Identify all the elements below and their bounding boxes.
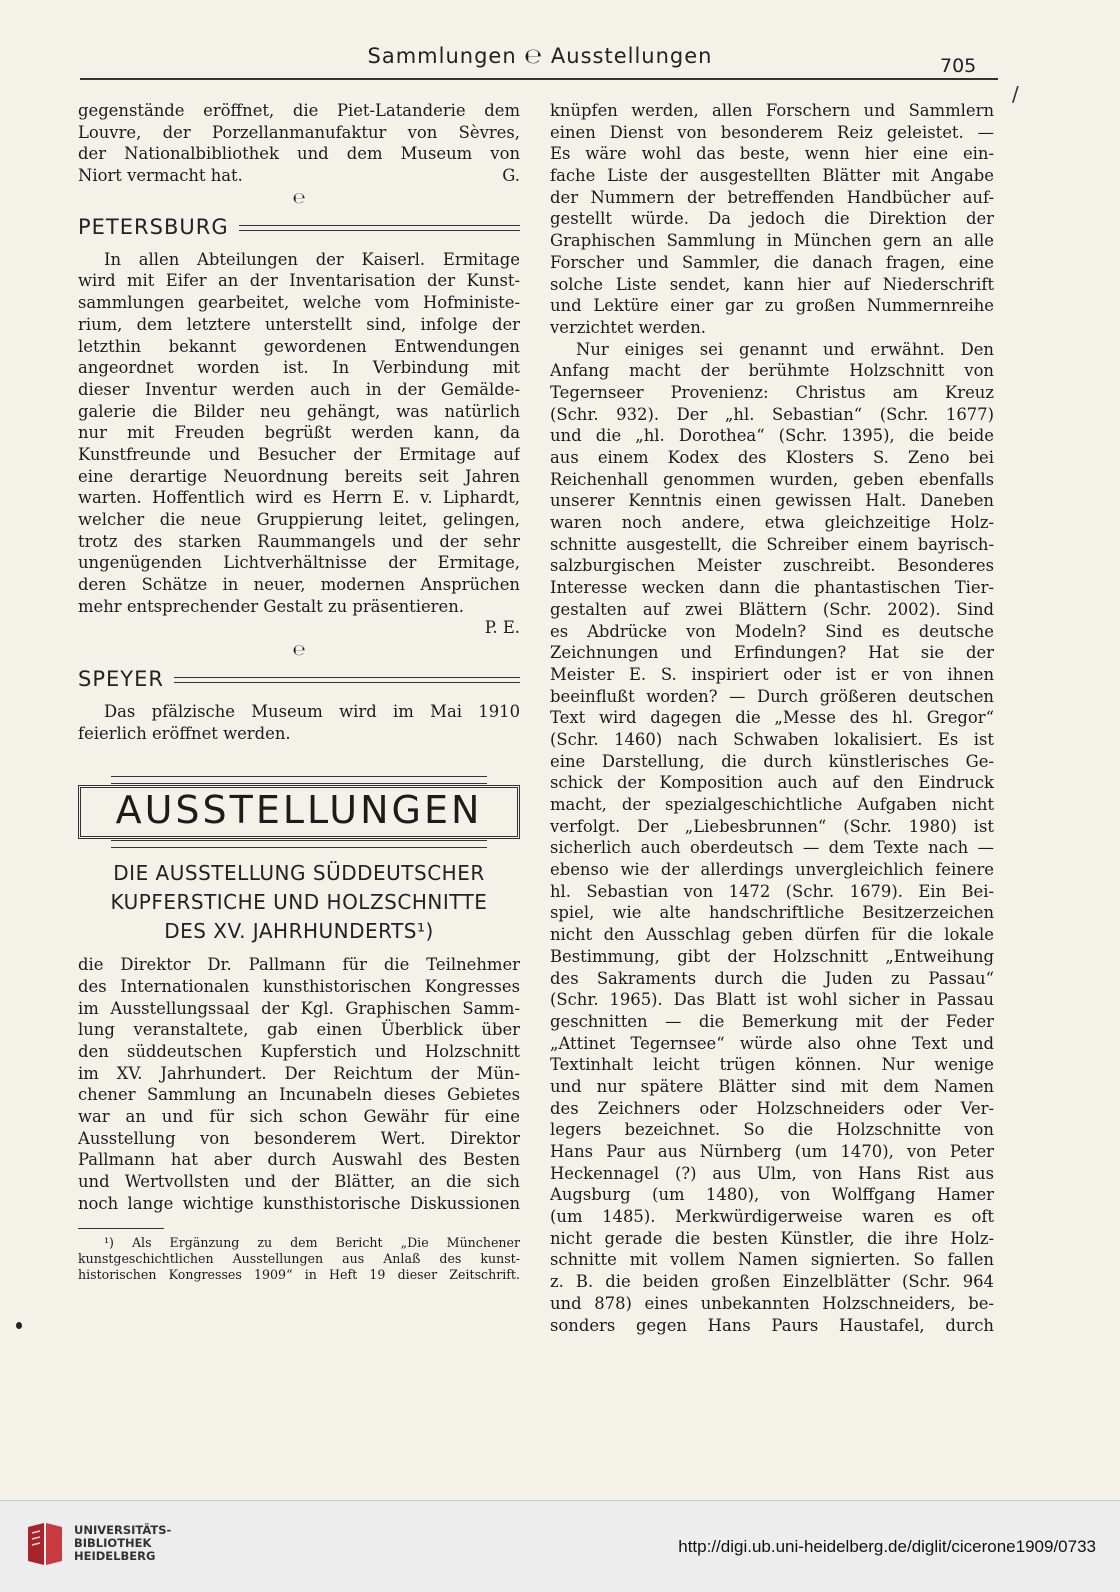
article-title-line: DES XV. JAHRHUNDERTS¹) xyxy=(164,919,434,944)
text-line: sammlungen gearbeitet, welche vom Hofministe- xyxy=(78,293,520,313)
intro-signature: G. xyxy=(502,166,520,186)
text-line: Graphischen Sammlung in München gern an alle xyxy=(550,231,994,251)
library-logo-icon xyxy=(24,1521,66,1567)
text-line: feierlich eröffnet werden. xyxy=(78,723,291,743)
footnote-line: historischen Kongresses 1909“ in Heft 19 dieser Zeitschrift. xyxy=(78,1267,520,1283)
footnote-rule xyxy=(78,1228,164,1229)
text-line: Anfang macht der berühmte Holzschnitt von xyxy=(550,361,994,381)
text-line: des Zeichners oder Holzschneiders oder Ver- xyxy=(550,1098,994,1118)
text-line: nicht den Ausschlag geben dürfen für die lokale xyxy=(550,925,994,945)
text-line: Reichenhall genommen wurden, geben ebenfalls xyxy=(550,469,994,489)
margin-dot xyxy=(16,1322,22,1329)
text-line: (Schr. 1460) nach Schwaben lokalisiert. Es ist xyxy=(550,729,994,749)
intro-last-text: Niort vermacht hat. xyxy=(78,166,243,186)
text-line: Es wäre wohl das beste, wenn hier eine ein- xyxy=(550,144,994,164)
text-line: galerie die Bilder neu gehängt, was natürlich xyxy=(78,401,520,421)
text-line: In allen Abteilungen der Kaiserl. Ermitage xyxy=(104,249,520,269)
text-line: angeordnet worden ist. In Verbindung mit xyxy=(78,358,520,378)
text-line: legers bezeichnet. So die Holzschnitte von xyxy=(550,1120,994,1140)
library-name xyxy=(74,1524,171,1563)
text-line: im Ausstellungssaal der Kgl. Graphischen Samm- xyxy=(78,998,520,1018)
text-line: unserer Kenntnis einen gewissen Halt. Daneben xyxy=(550,491,994,511)
article-paragraph xyxy=(78,954,520,1214)
text-line: welcher die neue Gruppierung leitet, gelingen, xyxy=(78,510,520,529)
text-line: Nur einiges sei genannt und erwähnt. Den xyxy=(576,339,994,359)
text-line: es Abdrücke von Modeln? Sind es deutsche xyxy=(550,621,994,641)
text-line: des Internationalen kunsthistorischen Kongresses xyxy=(78,976,520,996)
banner-title: AUSSTELLUNGEN xyxy=(115,787,483,832)
text-line: im XV. Jahrhundert. Der Reichtum der Mün- xyxy=(78,1063,520,1083)
library-name-line: BIBLIOTHEK xyxy=(74,1536,152,1550)
text-line: den süddeutschen Kupferstich und Holzschnitt xyxy=(78,1041,520,1061)
text-line: ebenso wie der allerdings unvergleichlich feinere xyxy=(550,860,994,880)
speyer-paragraph xyxy=(78,701,520,744)
text-line: (Schr. 932). Der „hl. Sebastian“ (Schr. 1677) xyxy=(550,404,994,424)
footer-bar xyxy=(0,1500,1120,1592)
footnote-line: kunstgeschichtlichen Ausstellungen aus Anlaß des kunst- xyxy=(78,1251,520,1267)
text-line: fache Liste der ausgestellten Blätter mit Angabe xyxy=(550,166,994,186)
right-column xyxy=(550,100,994,1336)
text-line: chener Sammlung an Incunabeln dieses Gebietes xyxy=(78,1085,520,1105)
intro-paragraph xyxy=(78,100,520,187)
text-line: Tegernseer Provenienz: Christus am Kreuz xyxy=(550,382,994,402)
section-rule xyxy=(174,677,520,683)
section-title: PETERSBURG xyxy=(78,214,229,239)
text-line: (um 1485). Merkwürdigerweise waren es oft xyxy=(550,1207,994,1227)
article-title-line: KUPFERSTICHE UND HOLZSCHNITTE xyxy=(110,890,488,915)
section-heading-petersburg xyxy=(78,215,520,241)
text-line: beeinflußt worden? — Durch größeren deutschen xyxy=(550,686,994,706)
footnote-line: ¹) Als Ergänzung zu dem Bericht „Die Münchener xyxy=(104,1235,520,1251)
text-line: Kunstfreunde und Besucher der Ermitage auf xyxy=(78,444,520,464)
text-line: Meister E. S. inspiriert oder ist er von ihnen xyxy=(550,664,994,684)
text-line: nur mit Freuden begrüßt werden kann, da xyxy=(78,423,520,443)
banner-ornament-top xyxy=(111,776,487,784)
footnote xyxy=(78,1235,520,1283)
text-line: warten. Hoffentlich wird es Herrn E. v. Liphardt, xyxy=(78,488,520,508)
text-line: lung veranstaltete, gab einen Überblick über xyxy=(78,1020,520,1040)
text-line: geschnitten — die Bemerkung mit der Feder xyxy=(550,1011,994,1031)
text-line: (Schr. 1965). Das Blatt ist wohl sicher in Passau xyxy=(550,990,994,1010)
header-rule xyxy=(80,78,998,80)
text-line: rium, dem letztere unterstellt sind, infolge der xyxy=(78,314,520,334)
article-title-line: DIE AUSSTELLUNG SÜDDEUTSCHER xyxy=(113,861,485,886)
margin-mark: / xyxy=(1012,82,1019,106)
text-line: ungenügenden Lichtverhältnisse der Ermitage, xyxy=(78,553,520,573)
library-name-line: HEIDELBERG xyxy=(74,1549,156,1563)
text-line: Zeichnungen und Erfindungen? Hat sie der xyxy=(550,643,994,663)
text-line: und die „hl. Dorothea“ (Schr. 1395), die beide xyxy=(550,426,994,446)
text-line: verzichtet werden. xyxy=(550,317,707,337)
text-line: des Sakraments durch die Juden zu Passau“ xyxy=(550,968,994,988)
ausstellungen-banner xyxy=(78,785,520,840)
text-line: gestalten auf zwei Blättern (Schr. 2002). Sind xyxy=(550,599,994,619)
text-line: Augsburg (um 1480), von Wolffgang Hamer xyxy=(550,1185,994,1205)
text-line: macht, der spezialgeschichtliche Aufgaben nicht xyxy=(550,795,994,814)
text-line: aus einem Kodex des Klosters S. Zeno bei xyxy=(550,448,994,467)
text-line xyxy=(78,165,520,187)
text-line: knüpfen werden, allen Forschern und Sammlern xyxy=(550,101,994,120)
text-line: wird mit Eifer an der Inventarisation der Kunst- xyxy=(78,271,520,291)
text-line: Heckennagel (?) aus Ulm, von Hans Rist aus xyxy=(550,1163,994,1183)
text-line: dieser Inventur werden auch in der Gemälde- xyxy=(78,379,520,399)
text-line: noch lange wichtige kunsthistorische Diskussionen xyxy=(78,1193,520,1213)
section-rule xyxy=(239,225,520,231)
text-line: trotz des starken Raummangels und der sehr xyxy=(78,531,520,551)
text-line: schnitte mit vollem Namen signierten. So fallen xyxy=(550,1250,994,1270)
text-line: und nur spätere Blätter sind mit dem Namen xyxy=(550,1076,994,1096)
text-line: einen Dienst von besonderem Reiz geleistet. — xyxy=(550,122,994,142)
left-column xyxy=(78,100,520,1283)
text-line: und 878) eines unbekannten Holzschneiders, be- xyxy=(550,1293,994,1313)
signature: P. E. xyxy=(484,618,520,638)
text-line: z. B. die beiden großen Einzelblätter (Schr. 964 xyxy=(550,1272,994,1292)
text-line: der Nationalbibliothek und dem Museum von xyxy=(78,144,520,164)
text-line: schick der Komposition auch auf den Eindruck xyxy=(550,773,994,793)
text-line: war an und für sich schon Gewähr für eine xyxy=(78,1107,520,1127)
section-title: SPEYER xyxy=(78,667,164,692)
text-line: und Lektüre einer gar zu großen Nummernreihe xyxy=(550,296,994,316)
text-line: Louvre, der Porzellanmanufaktur von Sèvres, xyxy=(78,122,520,142)
text-line: spiel, wie alte handschriftliche Besitzerzeichen xyxy=(550,903,994,923)
article-title xyxy=(78,859,520,946)
text-line: eine Darstellung, die durch künstlerisches Ge- xyxy=(550,751,994,771)
text-line: Pallmann hat aber durch Auswahl des Besten xyxy=(78,1150,520,1170)
section-ornament: ℮ xyxy=(292,641,306,660)
text-line: hl. Sebastian von 1472 (Schr. 1679). Ein Bei- xyxy=(550,881,994,901)
text-line: eine derartige Neuordnung bereits seit Jahren xyxy=(78,466,520,486)
text-line: mehr entsprechender Gestalt zu präsentieren. xyxy=(78,596,464,616)
petersburg-paragraph xyxy=(78,249,520,639)
text-line: solche Liste sendet, kann hier auf Niederschrift xyxy=(550,274,994,294)
running-head: Sammlungen ℮ Ausstellungen xyxy=(367,44,713,68)
text-line: verfolgt. Der „Liebesbrunnen“ (Schr. 1980) ist xyxy=(550,816,994,836)
text-line: sonders gegen Hans Paurs Haustafel, durch xyxy=(550,1315,994,1335)
text-line: Interesse wecken dann die phantastischen Tier- xyxy=(550,578,994,598)
text-line: Das pfälzische Museum wird im Mai 1910 xyxy=(104,702,520,722)
section-heading-speyer xyxy=(78,667,520,693)
banner-ornament-bottom xyxy=(111,840,487,848)
text-line: gegenstände eröffnet, die Piet-Latanderie dem xyxy=(78,101,520,120)
text-line: Ausstellung von besonderem Wert. Direktor xyxy=(78,1128,520,1148)
text-line: Textinhalt leicht trügen können. Nur wenige xyxy=(550,1055,994,1075)
text-line: gestellt würde. Da jedoch die Direktion der xyxy=(550,209,994,229)
text-line: Forscher und Sammler, die danach fragen, eine xyxy=(550,252,994,272)
text-line: und Wertvollsten und der Blätter, an die sich xyxy=(78,1172,520,1192)
text-line: letzthin bekannt gewordenen Entwendungen xyxy=(78,336,520,356)
section-ornament: ℮ xyxy=(292,188,306,207)
page-number: 705 xyxy=(940,55,977,77)
text-line: salzburgischen Meister zuschreibt. Besonderes xyxy=(550,556,994,576)
text-line: schnitte ausgestellt, die Schreiber einem bayrisch- xyxy=(550,534,994,554)
text-line: deren Schätze in neuer, modernen Ansprüchen xyxy=(78,575,520,595)
text-line: „Attinet Tegernsee“ würde also ohne Text und xyxy=(550,1033,994,1053)
text-line: sicherlich auch oberdeutsch — dem Texte nach — xyxy=(550,838,994,858)
text-line: Text wird dagegen die „Messe des hl. Gregor“ xyxy=(550,708,994,728)
source-url-link[interactable]: http://digi.ub.uni-heidelberg.de/diglit/cicerone1909/0733 xyxy=(678,1537,1096,1556)
text-line: waren noch andere, etwa gleichzeitige Holz- xyxy=(550,513,994,533)
text-line: Bestimmung, gibt der Holzschnitt „Entweihung xyxy=(550,946,994,966)
text-line: die Direktor Dr. Pallmann für die Teilnehmer xyxy=(78,955,520,975)
library-name-line: UNIVERSITÄTS- xyxy=(74,1523,172,1537)
text-line: nicht gerade die besten Künstler, die ihre Holz- xyxy=(550,1228,994,1248)
text-line: der Nummern der betreffenden Handbücher auf- xyxy=(550,187,994,207)
text-line: Hans Paur aus Nürnberg (um 1470), von Peter xyxy=(550,1142,994,1161)
